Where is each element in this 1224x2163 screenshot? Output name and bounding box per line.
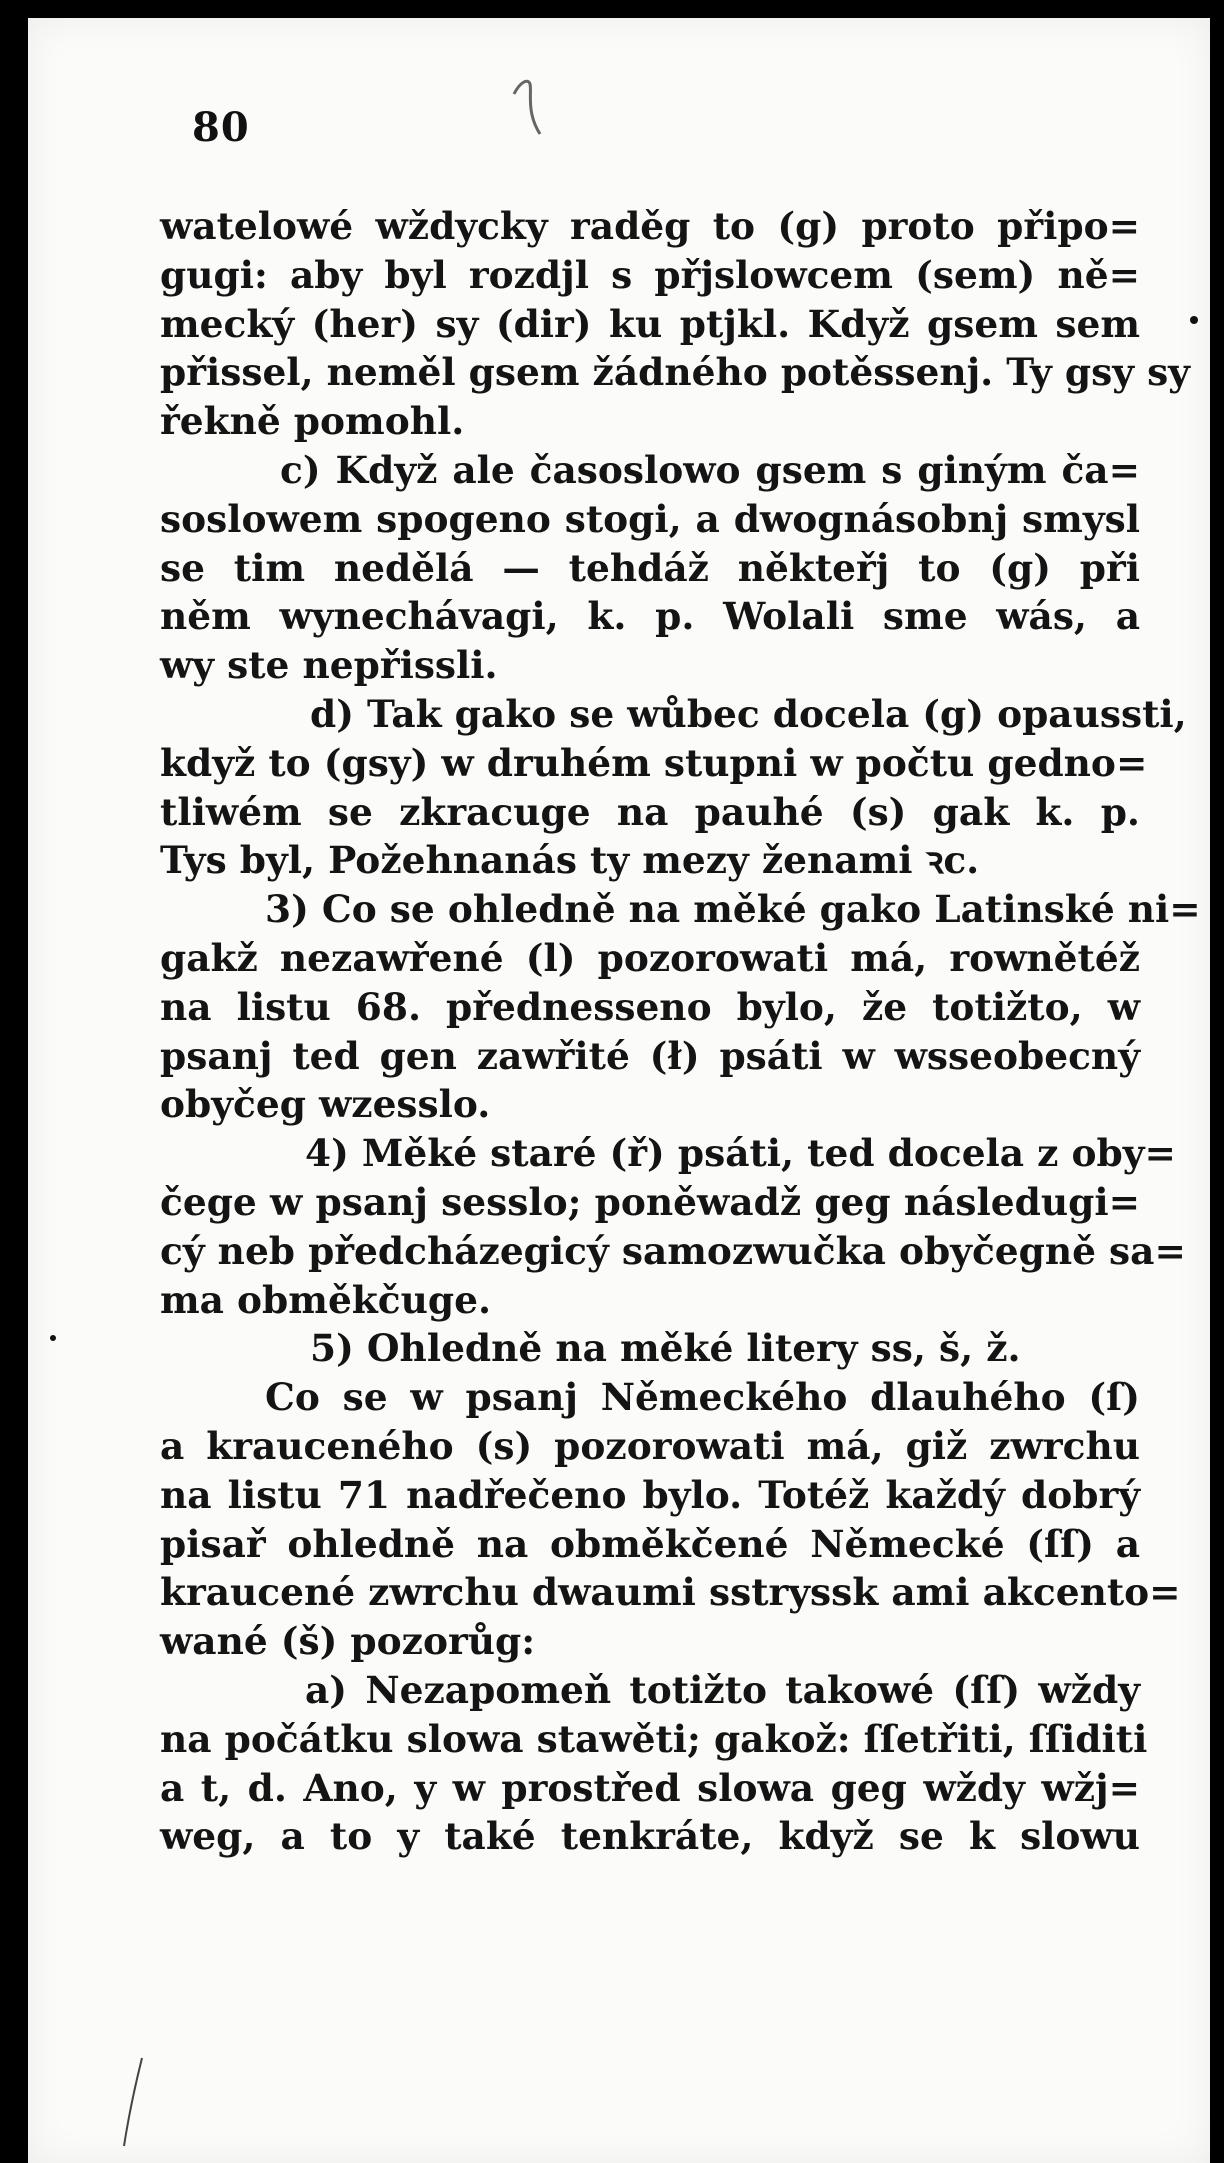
text-line: něm wynechávagi, k. p. Wolali sme wás, a — [160, 594, 1140, 639]
text-line: se tim nedělá — tehdáž někteřj to (g) při — [160, 545, 1140, 590]
ink-speck — [1190, 316, 1198, 324]
text-line: c) Když ale časoslowo gsem s giným ča= — [280, 447, 1140, 492]
text-line: psanj ted gen zawřité (ł) psáti w wsseobecný — [160, 1033, 1140, 1078]
text-line: watelowé wždycky raděg to (g) proto připo= — [160, 204, 1140, 248]
text-line: přissel, neměl gsem žádného potěssenj. Ty gsy sy — [160, 350, 1190, 395]
text-line: když to (gsy) w druhém stupni w počtu gedno= — [160, 740, 1148, 785]
text-line: obyčeg wzesslo. — [160, 1082, 491, 1127]
text-line: gakž nezawřené (l) pozorowati má, rownětéž — [160, 935, 1140, 980]
body-text — [160, 202, 1201, 1861]
text-line: ma obměkčuge. — [160, 1277, 492, 1322]
margin-stroke-icon — [120, 2050, 150, 2150]
text-line: mecký (her) sy (dir) ku ptjkl. Když gsem sem — [160, 301, 1140, 346]
text-line: čege w psanj sesslo; poněwadž geg následugi= — [160, 1179, 1140, 1224]
text-line: gugi: aby byl rozdjl s přjslowcem (sem) ně= — [160, 252, 1140, 297]
text-line: weg, a to y také tenkráte, když se k slowu — [160, 1814, 1140, 1859]
text-line: wané (š) pozorůg: — [160, 1619, 536, 1664]
text-line: pisař ohledně na obměkčené Německé (ſſ) a — [160, 1521, 1140, 1566]
text-line: 4) Měké staré (ř) psáti, ted docela z oby= — [305, 1131, 1176, 1176]
text-line: a t, d. Ano, y w prostřed slowa geg wždy wžj= — [160, 1765, 1140, 1810]
text-line: 5) Ohledně na měké litery ss, š, ž. — [310, 1326, 1021, 1371]
text-line: wy ste nepřissli. — [160, 643, 498, 688]
text-line: d) Tak gako se wůbec docela (g) opaussti, — [310, 691, 1187, 736]
text-line: cý neb předcházegicý samozwučka obyčegně sa= — [160, 1228, 1186, 1273]
text-line: na počátku slowa stawěti; gakož: ſſetřiti, ſſiditi — [160, 1716, 1148, 1761]
text-line: na listu 68. přednesseno bylo, že totižto, w — [160, 984, 1140, 1029]
text-line: 3) Co se ohledně na měké gako Latinské ni= — [265, 887, 1201, 932]
text-line: soslowem spogeno stogi, a dwognásobnj smysl — [160, 496, 1140, 541]
ink-speck — [50, 1335, 56, 1341]
text-line: Co se w psanj Německého dlauhého (ſ) — [265, 1375, 1140, 1420]
pencil-mark-icon — [506, 72, 566, 142]
text-line: a) Nezapomeň totižto takowé (ſſ) wždy — [305, 1667, 1140, 1712]
text-line: Tys byl, Požehnanás ty mezy ženami ꝛc. — [160, 838, 980, 883]
text-line: tliwém se zkracuge na pauhé (s) gak k. p. — [160, 789, 1140, 834]
text-line: a krauceného (s) pozorowati má, giž zwrchu — [160, 1423, 1140, 1468]
text-line: řekně pomohl. — [160, 399, 465, 444]
text-line: kraucené zwrchu dwaumi sstryssk ami akcento= — [160, 1570, 1181, 1615]
page-number: 80 — [192, 104, 250, 151]
text-line: na listu 71 nadřečeno bylo. Totéž každý dobrý — [160, 1472, 1140, 1517]
